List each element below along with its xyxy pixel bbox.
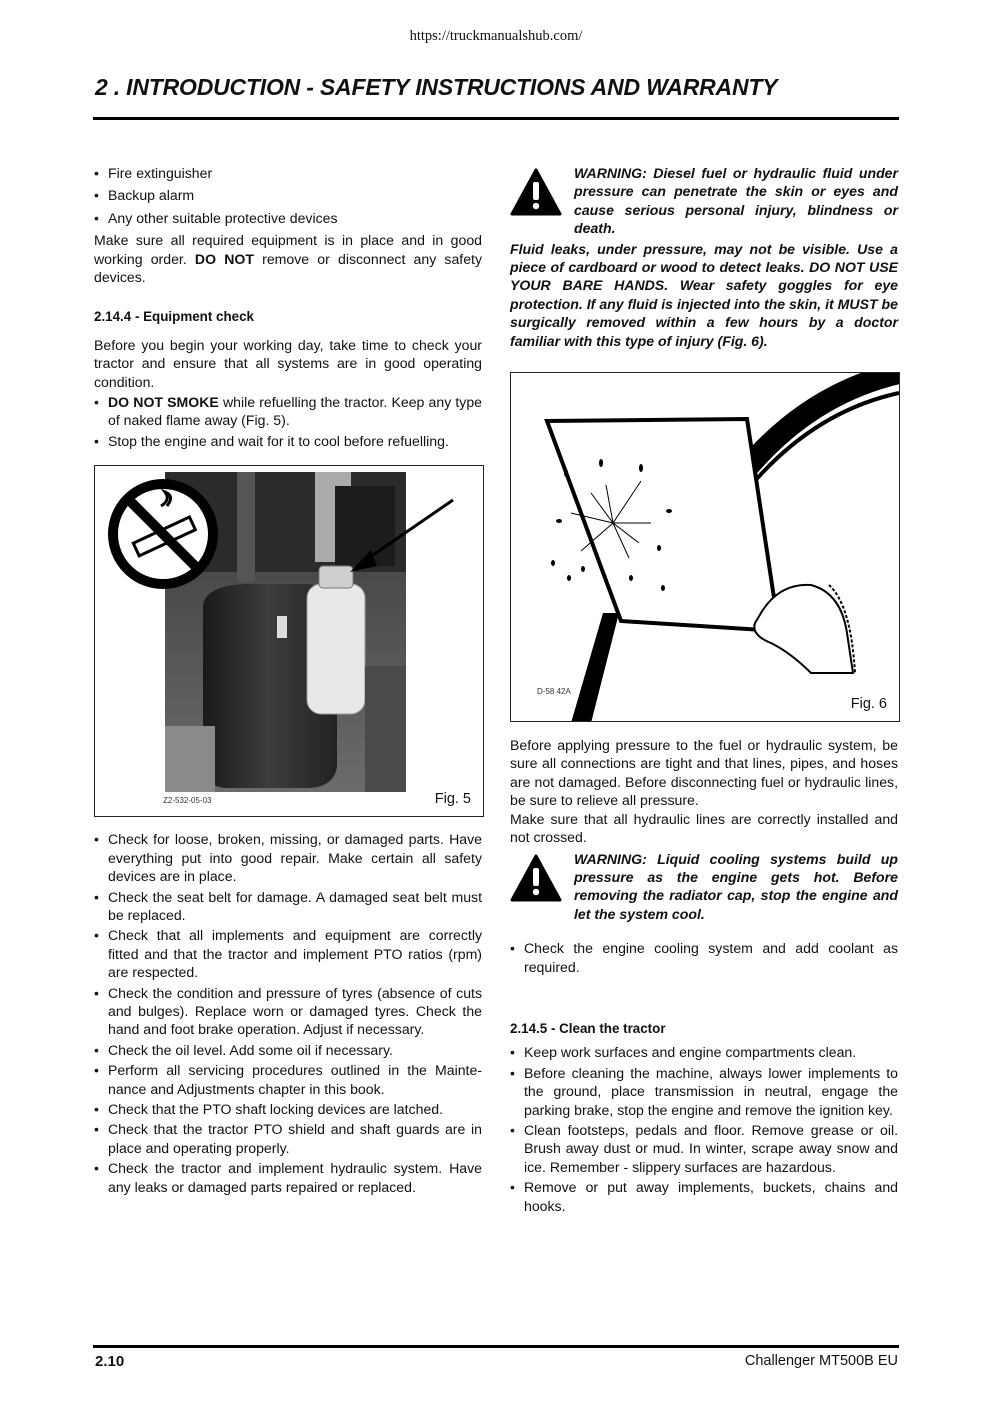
list-item: • Any other suitable protective devices bbox=[94, 209, 482, 227]
list-item: • Fire extinguisher bbox=[94, 164, 482, 182]
manual-name: Challenger MT500B EU bbox=[744, 1353, 898, 1369]
list-item: • Check that the tractor PTO shield and shaft guards are in place and operating properly. bbox=[94, 1120, 482, 1157]
section-heading-clean-tractor: 2.14.5 - Clean the tractor bbox=[510, 1020, 666, 1036]
list-item: • Before cleaning the machine, always lower implements to the ground, place transmission in neutral, engage the parking brake, stop the engine and remove the ignition key. bbox=[510, 1064, 898, 1119]
list-item: • Clean footsteps, pedals and floor. Remove grease or oil. Brush away dust or mud. In winter, scrape away snow and ice. Remember - slippery surfaces are hazardous. bbox=[510, 1121, 898, 1176]
list-item: • Check for loose, broken, missing, or damaged parts. Have everything put into good repair. Make certain all safety devices are in place. bbox=[94, 830, 482, 885]
list-item: • Keep work surfaces and engine compartments clean. bbox=[510, 1043, 898, 1061]
warning-fluid-paragraph: Fluid leaks, under pressure, may not be visible. Use a piece of cardboard or wood to detect leaks. DO NOT USE YOUR BARE HANDS. Wear safety goggles for eye protection. If any fluid is injected into the skin, it MUST be surgically removed within a few hours by a doctor familiar with this type of injury (Fig. 6). bbox=[510, 240, 898, 349]
warning-cooling-system: WARNING: Liquid cooling systems build up pressure as the engine gets hot. Before removing the radiator cap, stop the engine and let the system cool. bbox=[510, 850, 898, 924]
section-heading-equipment-check: 2.14.4 - Equipment check bbox=[94, 309, 255, 325]
warning-triangle-icon bbox=[510, 850, 564, 924]
figure-5 bbox=[94, 465, 484, 817]
source-url[interactable]: https://truckmanualshub.com/ bbox=[409, 28, 583, 44]
pressure-paragraph: Before applying pressure to the fuel or hydraulic system, be sure all connections are tight and that lines, pipes, and hoses are not damaged. Before disconnecting fuel or hydraulic lines, be sure to relieve all pressure. bbox=[510, 737, 898, 809]
list-item: • Backup alarm bbox=[94, 186, 482, 204]
list-item: • Check the condition and pressure of tyres (absence of cuts and bulges). Replace worn or damaged tyres. Check the hand and foot brake operation. Adjust if necessary. bbox=[94, 984, 482, 1039]
left-column bbox=[94, 164, 482, 1196]
list-item: • Check the tractor and implement hydraulic system. Have any leaks or damaged parts repaired or replaced. bbox=[94, 1159, 482, 1196]
equipment-paragraph: Make sure all required equipment is in place and in good working order. DO NOT remove or disconnect any safety devices. bbox=[94, 232, 483, 286]
leak-detection-illustration bbox=[511, 373, 899, 721]
clean-list bbox=[510, 1043, 898, 1215]
page-title: 2 . INTRODUCTION - SAFETY INSTRUCTIONS AND WARRANTY bbox=[95, 74, 778, 100]
right-column bbox=[510, 164, 898, 1215]
intro-paragraph: Before you begin your working day, take time to check your tractor and ensure that all systems are in good operating condition. bbox=[94, 336, 482, 390]
warning-triangle-icon bbox=[510, 164, 564, 238]
figure-6 bbox=[510, 372, 900, 722]
list-item: • Check that all implements and equipment are correctly fitted and that the tractor and implement PTO ratios (rpm) are respected. bbox=[94, 926, 482, 981]
figure-code: D-58 42A bbox=[537, 686, 571, 696]
figure-label: Fig. 6 bbox=[850, 695, 887, 712]
figure-code: Z2-532-05-03 bbox=[163, 795, 212, 805]
title-rule bbox=[93, 117, 899, 120]
footer-rule bbox=[93, 1345, 899, 1348]
list-item: • Remove or put away implements, buckets, chains and hooks. bbox=[510, 1178, 898, 1215]
list-item-no-smoke: • DO NOT SMOKE while refuelling the tractor. Keep any type of naked flame away (Fig. 5). bbox=[94, 393, 482, 430]
list-item: • Check that the PTO shaft locking devices are latched. bbox=[94, 1100, 482, 1118]
list-item: • Stop the engine and wait for it to cool before refuelling. bbox=[94, 432, 482, 450]
check-list bbox=[94, 830, 482, 1196]
figure-label: Fig. 5 bbox=[434, 790, 471, 807]
list-item: • Check the oil level. Add some oil if necessary. bbox=[94, 1041, 482, 1059]
list-item: • Perform all servicing procedures outlined in the Maintenance and Adjustments chapter in this book. bbox=[94, 1061, 482, 1098]
no-smoking-icon bbox=[105, 476, 225, 596]
page-number: 2.10 bbox=[95, 1353, 125, 1370]
list-item: • Check the seat belt for damage. A damaged seat belt must be replaced. bbox=[94, 888, 482, 925]
warning-fluid-pressure: WARNING: Diesel fuel or hydraulic fluid under pressure can penetrate the skin or eyes and cause serious personal injury, blindness or death. bbox=[510, 164, 898, 238]
hydraulic-lines-paragraph: Make sure that all hydraulic lines are correctly installed and not crossed. bbox=[510, 810, 898, 846]
list-item: • Check the engine cooling system and add coolant as required. bbox=[510, 939, 898, 976]
